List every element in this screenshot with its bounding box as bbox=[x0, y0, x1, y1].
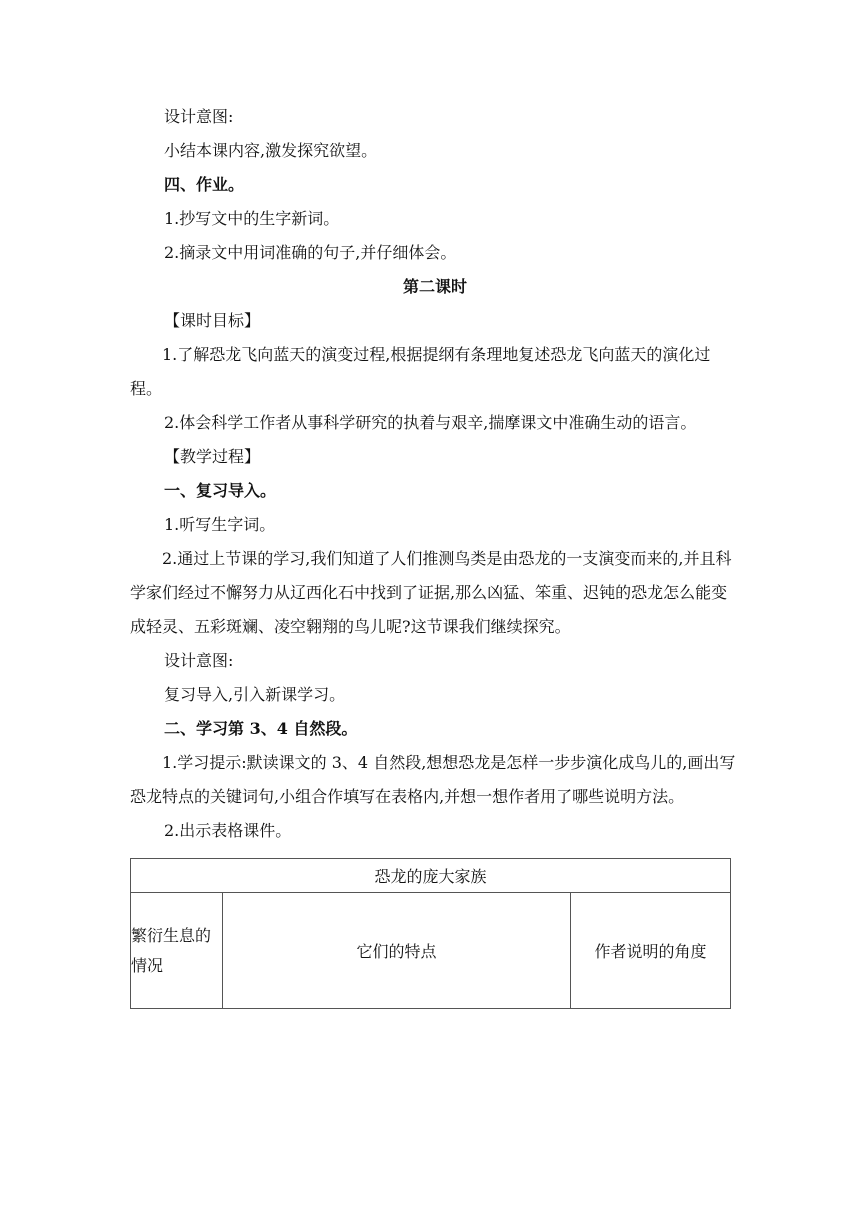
dinosaur-family-table bbox=[130, 858, 731, 1009]
table-header-reproduction: 繁衍生息的情况 bbox=[131, 893, 223, 1009]
design-intent-label: 设计意图: bbox=[164, 107, 234, 126]
teaching-process-label: 【教学过程】 bbox=[164, 447, 261, 466]
review-item-1: 1.听写生字词。 bbox=[164, 515, 276, 534]
design-intent-label-2: 设计意图: bbox=[164, 651, 234, 670]
homework-item-1: 1.抄写文中的生字新词。 bbox=[164, 209, 340, 228]
review-item-2: 2.通过上节课的学习,我们知道了人们推测鸟类是由恐龙的一支演变而来的,并且科学家们经过不懈努力从辽西化石中找到了证据,那么凶猛、笨重、迟钝的恐龙怎么能变成轻灵、五彩斑斓、凌空翱翔的鸟儿呢?这节课我们继续探究。 bbox=[130, 549, 732, 636]
goal-item-2: 2.体会科学工作者从事科学研究的执着与艰辛,揣摩课文中准确生动的语言。 bbox=[164, 413, 697, 432]
goal-item-1: 1.了解恐龙飞向蓝天的演变过程,根据提纲有条理地复述恐龙飞向蓝天的演化过程。 bbox=[130, 345, 711, 398]
homework-item-2: 2.摘录文中用词准确的句子,并仔细体会。 bbox=[164, 243, 457, 262]
design-intent-text: 小结本课内容,激发探究欲望。 bbox=[164, 141, 378, 160]
section-study-heading: 二、学习第 3、4 自然段。 bbox=[164, 719, 358, 738]
table-title: 恐龙的庞大家族 bbox=[131, 859, 731, 893]
study-item-1: 1.学习提示:默读课文的 3、4 自然段,想想恐龙是怎样一步步演化成鸟儿的,画出写恐龙特点的关键词句,小组合作填写在表格内,并想一想作者用了哪些说明方法。 bbox=[130, 753, 736, 806]
section-review-heading: 一、复习导入。 bbox=[164, 481, 277, 500]
lesson-two-title: 第二课时 bbox=[402, 277, 467, 296]
study-item-2: 2.出示表格课件。 bbox=[164, 821, 292, 840]
table-header-features: 它们的特点 bbox=[223, 893, 571, 1009]
section-homework-heading: 四、作业。 bbox=[164, 175, 245, 194]
design-intent-text-2: 复习导入,引入新课学习。 bbox=[164, 685, 346, 704]
lesson-goals-label: 【课时目标】 bbox=[164, 311, 261, 330]
table-header-perspective: 作者说明的角度 bbox=[571, 893, 731, 1009]
document-content bbox=[130, 100, 740, 1009]
